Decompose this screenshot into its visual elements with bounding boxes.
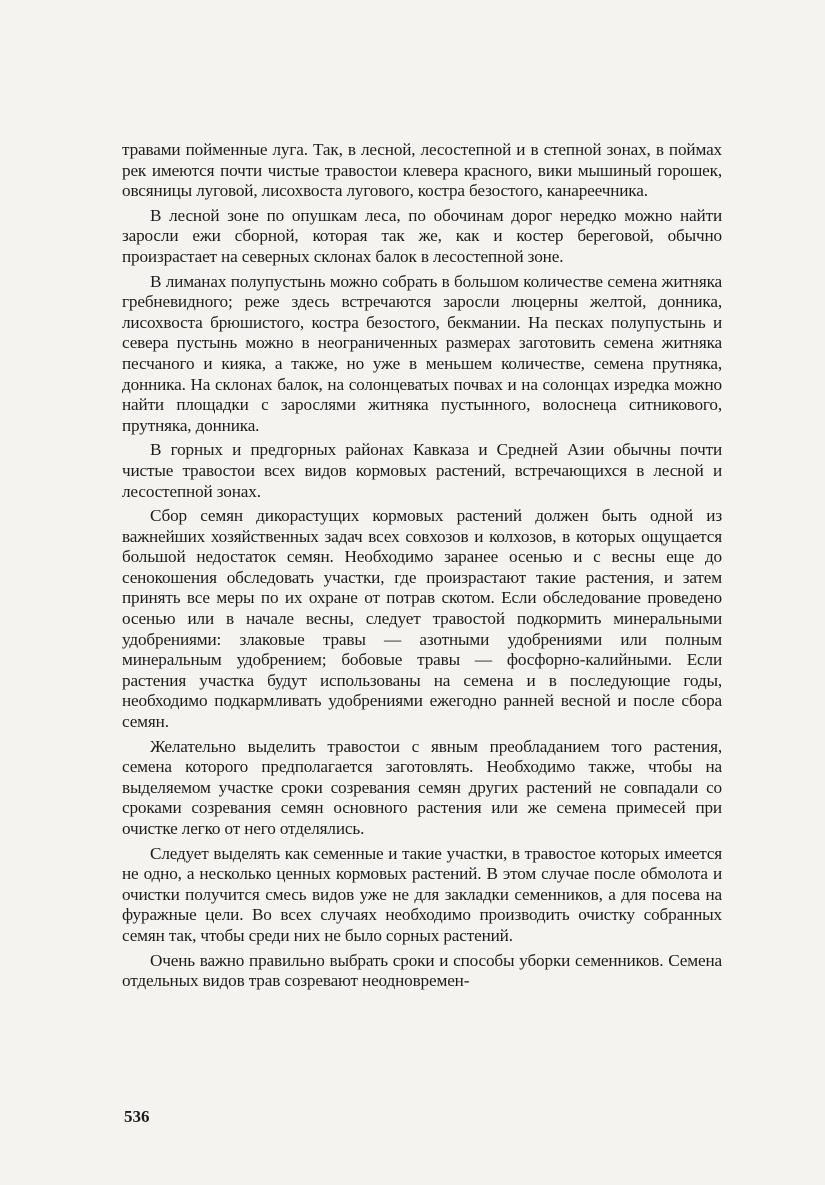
page-number: 536: [124, 1107, 150, 1126]
paragraph-mixed-stands: Следует выделять как семенные и такие участки, в травостое которых имеется не одно, а несколько ценных кормовых растений. В этом случае после обмолота и очистки получится смесь видов уже не для закладки семенников, а для посева на фуражные цели. Во всех случаях необходимо производить очистку собранных семян так, чтобы среди них не было сорных растений.: [122, 843, 722, 945]
paragraph-mountain: В горных и предгорных районах Кавказа и Средней Азии обычны почти чистые травостои всех видов кормовых растений, встречающихся в лесной и лесостепной зонах.: [122, 440, 722, 501]
paragraph-semidesert: В лиманах полупустынь можно собрать в большом количестве семена житняка гребневидного; реже здесь встречаются заросли люцерны желтой, донника, лисохвоста брюшистого, костра безостого, бекмании. На песках полупустынь и севера пустынь можно в неограниченных размерах заготовить семена житняка песчаного и кияка, а также, но уже в меньшем количестве, семена прутняка, донника. На склонах балок, на солонцеватых почвах и на солонцах изредка можно найти площадки с зарослями житняка пустынного, волоснеца ситникового, прутняка, донника.: [122, 271, 722, 435]
paragraph-continuation: травами пойменные луга. Так, в лесной, лесостепной и в степной зонах, в поймах рек имеются почти чистые травостои клевера красного, вики мышиный горошек, овсяницы луговой, лисохвоста лугового, костра безостого, канареечника.: [122, 140, 722, 201]
paragraph-forest-zone: В лесной зоне по опушкам леса, по обочинам дорог нередко можно найти заросли ежи сборной, которая так же, как и костер береговой, обычно произрастает на северных склонах балок в лесостепной зоне.: [122, 205, 722, 266]
paragraph-harvest-timing: Очень важно правильно выбрать сроки и способы уборки семенников. Семена отдельных видов трав созревают неодновремен-: [122, 950, 722, 991]
paragraph-stand-selection: Желательно выделить травостои с явным преобладанием того растения, семена которого предполагается заготовлять. Необходимо также, чтобы на выделяемом участке сроки созревания семян других растений не совпадали со сроками созревания семян основного растения или же семена примесей при очистке легко от него отделялись.: [122, 736, 722, 838]
page-body: [122, 140, 722, 996]
paragraph-seed-collection: Сбор семян дикорастущих кормовых растений должен быть одной из важнейших хозяйственных задач всех совхозов и колхозов, в которых ощущается большой недостаток семян. Необходимо заранее осенью и с весны еще до сенокошения обследовать участки, где произрастают такие растения, и затем принять все меры по их охране от потрав скотом. Если обследование проведено осенью или в начале весны, следует травостой подкормить минеральными удобрениями: злаковые травы — азотными удобрениями или полным минеральным удобрением; бобовые травы — фосфорно-калийными. Если растения участка будут использованы на семена и в последующие годы, необходимо подкармливать удобрениями ежегодно ранней весной и после сбора семян.: [122, 506, 722, 732]
